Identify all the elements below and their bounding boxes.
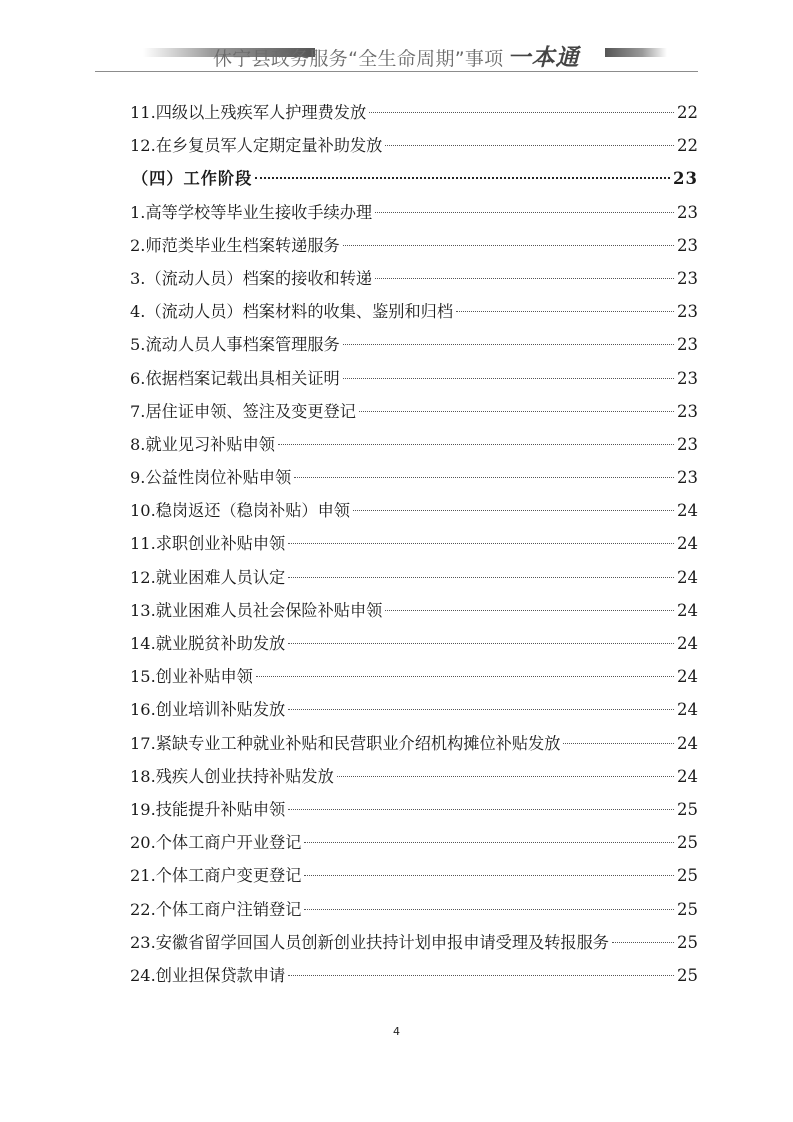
toc-dot-leader [456, 311, 674, 312]
toc-entry-title: 21.个体工商户变更登记 [130, 866, 302, 886]
toc-page-number: 24 [677, 600, 698, 620]
toc-dot-leader [369, 112, 674, 113]
toc-entry[interactable] [130, 196, 698, 229]
toc-section-heading[interactable] [130, 162, 698, 195]
toc-dot-leader [385, 610, 674, 611]
toc-entry-title: 8.就业见习补贴申领 [130, 434, 275, 454]
toc-page-number: 24 [677, 667, 698, 687]
toc-page-number: 24 [677, 501, 698, 521]
toc-page-number: 23 [677, 401, 698, 421]
toc-dot-leader [304, 909, 674, 910]
toc-page-number: 25 [677, 899, 698, 919]
toc-entry-title: 11.四级以上残疾军人护理费发放 [130, 103, 367, 122]
toc-entry-title: 11.求职创业补贴申领 [130, 534, 286, 554]
toc-entry-title: 22.个体工商户注销登记 [130, 899, 302, 919]
toc-dot-leader [288, 577, 674, 578]
toc-entry[interactable] [130, 129, 698, 162]
toc-page-number: 24 [677, 634, 698, 653]
toc-page-number: 23 [677, 268, 698, 288]
toc-dot-leader [343, 245, 674, 246]
toc-page-number: 23 [673, 169, 698, 189]
toc-page-number: 24 [677, 700, 698, 720]
toc-dot-leader [288, 709, 674, 710]
toc-page-number: 23 [677, 468, 698, 488]
toc-page-number: 24 [677, 766, 698, 786]
toc-entry[interactable] [130, 893, 698, 926]
toc-entry-title: （四）工作阶段 [132, 169, 253, 189]
toc-entry[interactable] [130, 561, 698, 594]
toc-dot-leader [288, 809, 674, 810]
toc-dot-leader [288, 975, 674, 976]
toc-entry[interactable] [130, 594, 698, 627]
toc-entry[interactable] [130, 428, 698, 461]
toc-entry[interactable] [130, 859, 698, 892]
toc-page-number: 23 [677, 235, 698, 255]
toc-entry-title: 24.创业担保贷款申请 [130, 965, 286, 985]
toc-entry[interactable] [130, 262, 698, 295]
toc-page-number: 23 [677, 335, 698, 355]
toc-entry[interactable] [130, 96, 698, 129]
toc-page-number: 22 [677, 136, 698, 156]
toc-entry[interactable] [130, 793, 698, 826]
toc-entry-title: 20.个体工商户开业登记 [130, 833, 302, 853]
toc-page-number: 23 [677, 302, 698, 322]
toc-dot-leader [343, 378, 674, 379]
toc-page-number: 23 [677, 434, 698, 454]
toc-entry-title: 4.（流动人员）档案材料的收集、鉴别和归档 [130, 302, 454, 322]
toc-page-number: 24 [677, 567, 698, 587]
toc-dot-leader [343, 344, 674, 345]
toc-entry[interactable] [130, 461, 698, 494]
toc-entry-title: 17.紧缺专业工种就业补贴和民营职业介绍机构摊位补贴发放 [130, 733, 561, 753]
header-brand: 一本通 [507, 45, 580, 71]
toc-page-number: 24 [677, 733, 698, 753]
toc-entry-title: 13.就业困难人员社会保险补贴申领 [130, 600, 383, 620]
toc-entry[interactable] [130, 760, 698, 793]
header-title-text: 休宁县政务服务“全生命周期”事项 [213, 48, 504, 70]
toc-entry[interactable] [130, 727, 698, 760]
toc-entry-title: 2.师范类毕业生档案转递服务 [130, 235, 340, 255]
toc-entry-title: 7.居住证申领、签注及变更登记 [130, 401, 356, 421]
toc-entry-title: 5.流动人员人事档案管理服务 [130, 335, 340, 355]
toc-dot-leader [563, 743, 674, 744]
toc-dot-leader [304, 875, 674, 876]
toc-dot-leader [288, 543, 674, 544]
table-of-contents [130, 96, 698, 992]
toc-entry[interactable] [130, 926, 698, 959]
toc-entry-title: 1.高等学校等毕业生接收手续办理 [130, 202, 373, 222]
toc-entry[interactable] [130, 660, 698, 693]
toc-entry[interactable] [130, 527, 698, 560]
header-title [213, 39, 580, 72]
toc-entry-title: 15.创业补贴申领 [130, 667, 253, 687]
toc-entry[interactable] [130, 328, 698, 361]
toc-entry-title: 6.依据档案记载出具相关证明 [130, 368, 340, 388]
toc-dot-leader [256, 676, 674, 677]
toc-entry[interactable] [130, 693, 698, 726]
toc-dot-leader [375, 278, 674, 279]
toc-dot-leader [304, 842, 674, 843]
toc-entry-title: 10.稳岗返还（稳岗补贴）申领 [130, 501, 350, 521]
toc-dot-leader [375, 212, 674, 213]
toc-entry-title: 16.创业培训补贴发放 [130, 700, 286, 720]
toc-dot-leader [278, 444, 674, 445]
toc-entry-title: 14.就业脱贫补助发放 [130, 634, 286, 653]
toc-dot-leader [359, 411, 674, 412]
toc-page-number: 25 [677, 932, 698, 952]
page-number: 4 [393, 1025, 400, 1038]
toc-entry-title: 3.（流动人员）档案的接收和转递 [130, 268, 373, 288]
toc-entry-title: 12.在乡复员军人定期定量补助发放 [130, 136, 383, 156]
toc-dot-leader [294, 477, 674, 478]
toc-entry-title: 12.就业困难人员认定 [130, 567, 286, 587]
toc-page-number: 24 [677, 534, 698, 554]
toc-entry[interactable] [130, 627, 698, 660]
toc-dot-leader [288, 643, 674, 644]
toc-dot-leader [337, 776, 674, 777]
toc-page-number: 25 [677, 833, 698, 853]
header-decor-bar-right [605, 48, 667, 57]
toc-entry-title: 23.安徽省留学回国人员创新创业扶持计划申报申请受理及转报服务 [130, 932, 609, 952]
toc-page-number: 25 [677, 866, 698, 886]
toc-entry[interactable] [130, 295, 698, 328]
toc-entry-title: 18.残疾人创业扶持补贴发放 [130, 766, 334, 786]
toc-entry[interactable] [130, 229, 698, 262]
toc-dot-leader [353, 510, 674, 511]
toc-page-number: 23 [677, 368, 698, 388]
toc-entry[interactable] [130, 494, 698, 527]
toc-entry[interactable] [130, 959, 698, 992]
toc-page-number: 23 [677, 202, 698, 222]
toc-entry-title: 9.公益性岗位补贴申领 [130, 468, 292, 488]
toc-page-number: 25 [677, 799, 698, 819]
toc-entry[interactable] [130, 826, 698, 859]
page-header [95, 38, 698, 72]
header-rule [95, 71, 698, 72]
toc-page-number: 22 [677, 103, 698, 122]
toc-dot-leader [612, 942, 674, 943]
toc-dot-leader [385, 145, 674, 146]
toc-entry-title: 19.技能提升补贴申领 [130, 799, 286, 819]
toc-page-number: 25 [677, 965, 698, 985]
toc-dot-leader [255, 177, 670, 179]
toc-entry[interactable] [130, 395, 698, 428]
toc-entry[interactable] [130, 362, 698, 395]
